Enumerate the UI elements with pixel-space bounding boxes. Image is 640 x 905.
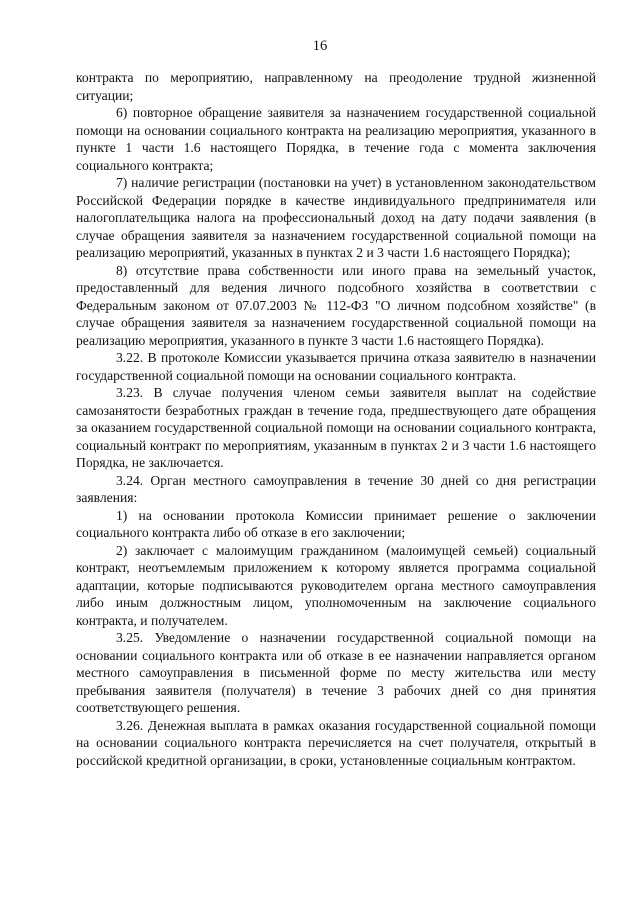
paragraph-3-24-item-1: 1) на основании протокола Комиссии принимает решение о заключении социального контракта либо об отказе в его заключении; [76, 507, 596, 540]
paragraph-3-24-item-2: 2) заключает с малоимущим гражданином (малоимущей семьей) социальный контракт, неотъемлемым приложением к которому является программа социальной адаптации, которые подписываются руководителем органа местного самоуправления либо иным должностным лицом, уполномоченным на заключение социального контракта, и получателем. [76, 542, 596, 628]
paragraph-continuation: контракта по мероприятию, направленному на преодоление трудной жизненной ситуации; [76, 70, 596, 103]
page-number: 16 [312, 38, 328, 54]
paragraph-3-25: 3.25. Уведомление о назначении государственной социальной помощи на основании социального контракта или об отказе в ее назначении направляется органом местного самоуправления в письменной форме по месту жительства или месту пребывания заявителя (получателя) в течение 3 рабочих дней со дня принятия соответствующего решения. [76, 630, 596, 715]
paragraph-3-24: 3.24. Орган местного самоуправления в течение 30 дней со дня регистрации заявления: [76, 472, 596, 505]
paragraph-3-22: 3.22. В протоколе Комиссии указывается причина отказа заявителю в назначении государственной социальной помощи на основании социального контракта. [76, 350, 596, 383]
paragraph-item-6: 6) повторное обращение заявителя за назначением государственной социальной помощи на основании социального контракта на реализацию мероприятия, указанного в пункте 1 части 1.6 настоящего Порядка, в течение года с момента заключения социального контракта; [76, 105, 596, 173]
paragraph-item-8: 8) отсутствие права собственности или иного права на земельный участок, предоставленный для ведения личного подсобного хозяйства в соответствии с Федеральным законом от 07.07.2003 № 112-ФЗ "О личном подсобном хозяйстве" (в случае обращения заявителя за назначением государственной социальной помощи на реализацию мероприятия, указанного в пункте 3 части 1.6 настоящего Порядка). [76, 262, 596, 348]
paragraph-3-23: 3.23. В случае получения членом семьи заявителя выплат на содействие самозанятости безработных граждан в течение года, предшествующего дате обращения за оказанием государственной социальной помощи на основании социального контракта, социальный контракт по мероприятиям, указанным в пунктах 2 и 3 части 1.6 настоящего Порядка, не заключается. [76, 385, 596, 470]
paragraph-3-26: 3.26. Денежная выплата в рамках оказания государственной социальной помощи на основании социального контракта перечисляется на счет получателя, открытый в российской кредитной организации, в сроки, установленные социальным контрактом. [76, 717, 596, 768]
paragraph-item-7: 7) наличие регистрации (постановки на учет) в установленном законодательством Российской Федерации порядке в качестве индивидуального предпринимателя или налогоплательщика налога на профессиональный доход на дату подачи заявления (в случае обращения заявителя за назначением государственной социальной помощи на реализацию мероприятий, указанных в пунктах 2 и 3 части 1.6 настоящего Порядка); [76, 175, 596, 260]
document-body [76, 69, 596, 769]
